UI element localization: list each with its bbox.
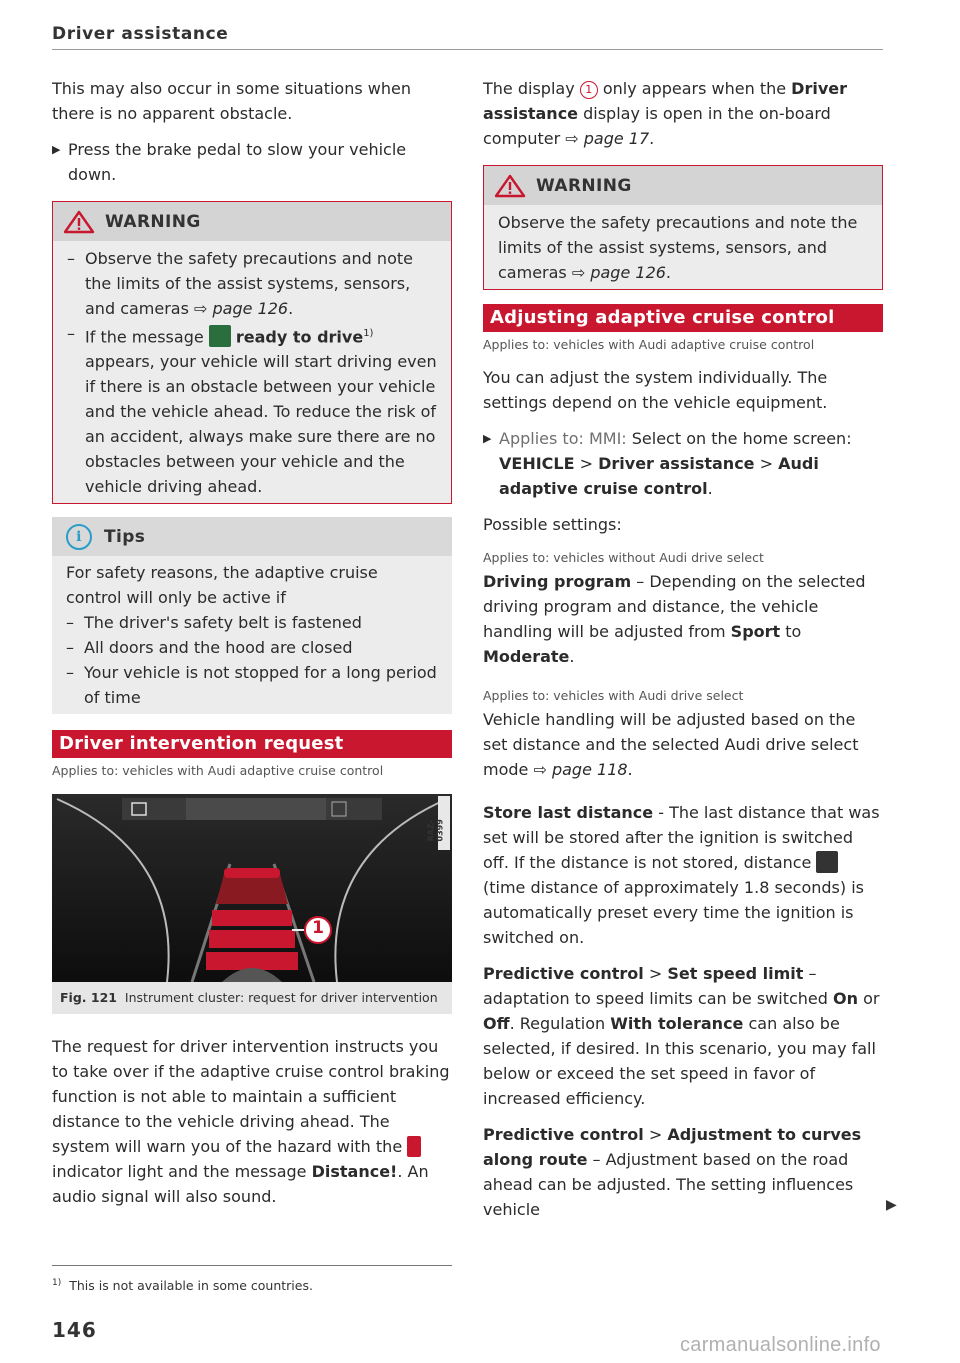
setting-store-last-distance: Store last distance - The last distance that was set will be stored after the ignition is switched off. If the distance is not stored, distance (time distance of approximately 1.8 seconds) is automatically preset every time the ignition is switched on. xyxy=(483,803,880,947)
ready-to-drive-indicator-icon xyxy=(209,325,231,347)
tips-body: For safety reasons, the adaptive cruise control will only be active if – The driver's safety belt is fastened – All doors and the hood are closed – Your vehicle is not stopped for a long period of time xyxy=(52,556,452,714)
instruction-step: ▶ Applies to: MMI: Select on the home screen: VEHICLE > Driver assistance > Audi adaptive cruise control. xyxy=(483,426,883,501)
setting-driving-program: Driving program – Depending on the selected driving program and distance, the vehicle handling will be adjusted from Sport to Moderate. xyxy=(483,572,866,666)
setting-speed-limit: Predictive control > Set speed limit – adaptation to speed limits can be switched On or Off. Regulation With tolerance can also be selected, if desired. In this scenario, you may fall below or exceed the set speed in favor of increased efficiency. xyxy=(483,964,880,1108)
page-number: 146 xyxy=(52,1318,97,1342)
instruction-step: ▶ Press the brake pedal to slow your vehicle down. xyxy=(52,137,452,187)
warning-body xyxy=(53,241,451,503)
page-reference[interactable]: ⇨ page 126 xyxy=(194,299,289,318)
continued-arrow-icon: ▶ xyxy=(886,1197,897,1213)
applies-to: Applies to: vehicles with Audi adaptive cruise control xyxy=(483,337,815,352)
setting-curves: Predictive control > Adjustment to curves along route – Adjustment based on the road ahead can be adjusted. The setting influences vehicle xyxy=(483,1125,862,1219)
triangle-bullet-icon: ▶ xyxy=(483,432,492,445)
warning-item: – Observe the safety precautions and note the limits of the assist systems, sensors, and cameras ⇨ page 126. xyxy=(67,246,439,321)
distance-bars-icon xyxy=(816,851,838,873)
warning-box xyxy=(483,165,883,290)
cluster-illustration xyxy=(52,794,452,982)
page-header xyxy=(52,24,883,50)
footnote-divider xyxy=(52,1265,452,1266)
left-column xyxy=(52,76,452,1209)
instrument-cluster-figure xyxy=(52,794,452,982)
page-reference[interactable]: ⇨ page 17 xyxy=(565,129,650,148)
warning-box xyxy=(52,201,452,504)
info-icon: i xyxy=(66,524,92,550)
section-heading: Adjusting adaptive cruise control xyxy=(483,304,883,332)
applies-to: Applies to: vehicles without Audi drive select xyxy=(483,550,764,565)
page-reference[interactable]: ⇨ page 118 xyxy=(533,760,628,779)
warning-header: WARNING xyxy=(484,166,882,205)
page-reference[interactable]: ⇨ page 126 xyxy=(571,263,666,282)
distance-warning-indicator-icon xyxy=(407,1136,421,1157)
warning-header: WARNING xyxy=(53,202,451,241)
section-heading: Driver intervention request xyxy=(52,730,452,758)
paragraph: The request for driver intervention instructs you to take over if the adaptive cruise control braking function is not able to maintain a sufficient distance to the vehicle driving ahead. The system will warn you of the hazard with the indicator light and the message Distance!. An audio signal will also sound. xyxy=(52,1037,450,1207)
paragraph: You can adjust the system individually. The settings depend on the vehicle equipment. xyxy=(483,368,828,412)
right-column xyxy=(483,76,883,1233)
paragraph: Vehicle handling will be adjusted based on the set distance and the selected Audi drive select mode ⇨ page 118. xyxy=(483,710,859,779)
triangle-bullet-icon: ▶ xyxy=(52,143,61,156)
tip-item: – The driver's safety belt is fastened xyxy=(66,610,438,635)
tips-box xyxy=(52,517,452,714)
paragraph: The display 1 only appears when the Driver assistance display is open in the on-board computer ⇨ page 17. xyxy=(483,79,847,148)
applies-to: Applies to: vehicles with Audi adaptive cruise control xyxy=(52,763,384,779)
footnote: $^{1)}$ This is not available in some countries. xyxy=(52,1278,313,1294)
warning-triangle-icon xyxy=(63,210,95,234)
tip-item: – All doors and the hood are closed xyxy=(66,635,438,660)
warning-triangle-icon xyxy=(494,174,526,198)
warning-item: – If the message ready to drive$^{1)}$ appears, your vehicle will start driving even if there is an obstacle between your vehicle and the vehicle ahead. To reduce the risk of an accident, always make sure there are no obstacles between your vehicle and the vehicle driving ahead. xyxy=(67,321,439,499)
watermark: carmanualsonline.info xyxy=(680,1334,881,1356)
callout-reference: 1 xyxy=(580,81,598,99)
figure-callout-1: 1 xyxy=(312,918,324,939)
figure-code: RAZ-0399 xyxy=(426,819,445,842)
tip-item: – Your vehicle is not stopped for a long period of time xyxy=(66,660,438,710)
applies-to: Applies to: vehicles with Audi drive select xyxy=(483,688,744,703)
paragraph: This may also occur in some situations when there is no apparent obstacle. xyxy=(52,79,411,123)
warning-body: Observe the safety precautions and note the limits of the assist systems, sensors, and cameras ⇨ page 126. xyxy=(484,205,882,289)
tips-header: i Tips xyxy=(52,517,452,556)
figure-caption: Fig. 121 Instrument cluster: request for driver intervention xyxy=(52,982,452,1014)
paragraph: Possible settings: xyxy=(483,515,622,534)
page-title: Driver assistance xyxy=(52,24,229,44)
